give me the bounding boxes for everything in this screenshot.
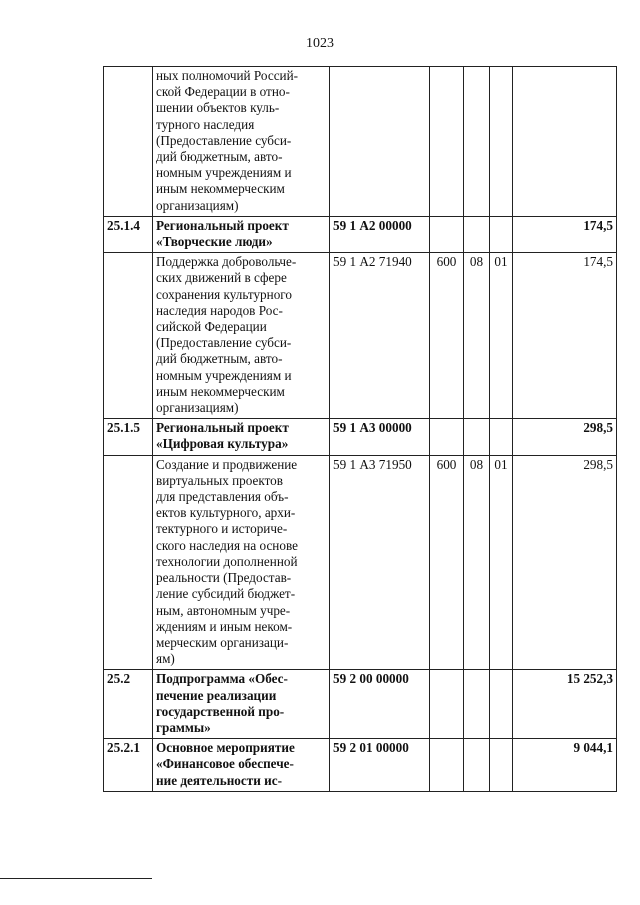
subsection-code-cell [490,419,513,455]
target-code-cell: 59 1 А2 71940 [330,253,430,419]
target-code-cell: 59 2 00 00000 [330,670,430,739]
footnote-separator [0,878,152,879]
target-code-cell: 59 1 А2 00000 [330,216,430,252]
row-number-cell [104,67,153,217]
table-row [104,253,617,419]
table-row [104,670,617,739]
table-row [104,67,617,217]
amount-cell: 174,5 [513,253,617,419]
expense-type-cell: 600 [430,455,464,670]
item-name-cell: Региональный проект «Цифровая культура» [153,419,330,455]
section-code-cell [464,216,490,252]
section-code-cell [464,67,490,217]
table-row [104,739,617,792]
item-name-cell: Основное мероприятие «Финансовое обеспече- ние деятельности ис- [153,739,330,792]
item-name-cell: ных полномочий Россий- ской Федерации в отно- шении объектов куль- турного наследия (Предоставление субси- дий бюджетным, авто- номным учреждениям и иным некоммерческим организациям) [153,67,330,217]
table-row [104,216,617,252]
amount-cell: 15 252,3 [513,670,617,739]
subsection-code-cell [490,216,513,252]
expense-type-cell: 600 [430,253,464,419]
budget-table [103,66,617,792]
amount-cell: 298,5 [513,455,617,670]
target-code-cell: 59 2 01 00000 [330,739,430,792]
subsection-code-cell: 01 [490,455,513,670]
target-code-cell: 59 1 А3 00000 [330,419,430,455]
subsection-code-cell: 01 [490,253,513,419]
row-number-cell: 25.1.5 [104,419,153,455]
section-code-cell [464,739,490,792]
amount-cell: 9 044,1 [513,739,617,792]
expense-type-cell [430,670,464,739]
table-row [104,419,617,455]
subsection-code-cell [490,670,513,739]
expense-type-cell [430,67,464,217]
section-code-cell: 08 [464,455,490,670]
item-name-cell: Региональный проект «Творческие люди» [153,216,330,252]
row-number-cell: 25.2.1 [104,739,153,792]
subsection-code-cell [490,739,513,792]
amount-cell: 174,5 [513,216,617,252]
amount-cell: 298,5 [513,419,617,455]
table-body [104,67,617,792]
expense-type-cell [430,419,464,455]
amount-cell [513,67,617,217]
item-name-cell: Поддержка добровольче- ских движений в сфере сохранения культурного наследия народов Рос- сийской Федерации (Предоставление субси- дий бюджетным, авто- номным учреждениям и иным некоммерческим организациям) [153,253,330,419]
item-name-cell: Подпрограмма «Обес- печение реализации государственной про- граммы» [153,670,330,739]
target-code-cell [330,67,430,217]
row-number-cell [104,455,153,670]
section-code-cell [464,670,490,739]
row-number-cell: 25.2 [104,670,153,739]
row-number-cell: 25.1.4 [104,216,153,252]
row-number-cell [104,253,153,419]
subsection-code-cell [490,67,513,217]
target-code-cell: 59 1 А3 71950 [330,455,430,670]
page-number: 1023 [306,36,334,51]
section-code-cell: 08 [464,253,490,419]
item-name-cell: Создание и продвижение виртуальных проектов для представления объ- ектов культурного, архи- тектурного и историче- ского наследия на основе технологии дополненной реальности (Предостав- ление субсидий бюджет- ным, автономным учре- ждениям и иным неком- мерческим организаци- ям) [153,455,330,670]
expense-type-cell [430,216,464,252]
section-code-cell [464,419,490,455]
table-row [104,455,617,670]
expense-type-cell [430,739,464,792]
